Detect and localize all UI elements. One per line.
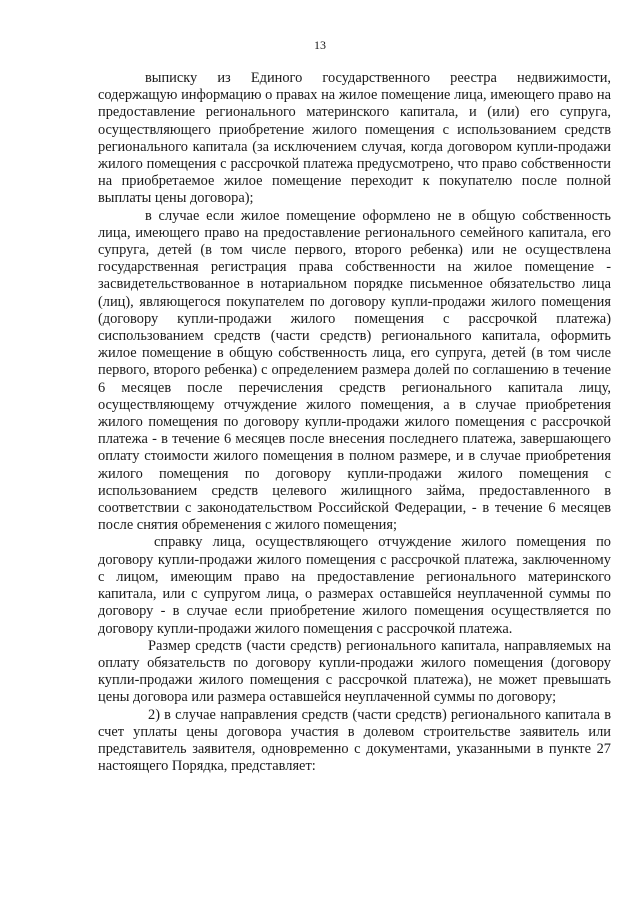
paragraph-capital-amount-limit: Размер средств (части средств) регионального капитала, направляемых на оплату обязательств по договору купли-продажи жилого помещения (договору купли-продажи жилого помещения с рассрочкой платежа), не может превышать цены договора или размера оставшейся неуплаченной суммы по договору;: [98, 637, 611, 706]
document-body: [98, 70, 611, 775]
paragraph-seller-certificate: справку лица, осуществляющего отчуждение жилого помещения по договору купли-продажи жилого помещения с рассрочкой платежа, заключенному с лицом, имеющим право на предоставление регионального материнского капитала, или с супругом лица, о размерах оставшейся неуплаченной суммы по договору - в случае если приобретение жилого помещения осуществляется по договору купли-продажи жилого помещения с рассрочкой платежа.: [98, 534, 611, 637]
paragraph-ownership-obligation: в случае если жилое помещение оформлено не в общую собственность лица, имеющего право на предоставление регионального семейного капитала, его супруга, детей (в том числе первого, второго ребенка) или не осуществлена государственная регистрация права собственности на жилое помещение - засвидетельствованное в нотариальном порядке письменное обязательство лица (лиц), являющегося покупателем по договору купли-продажи жилого помещения (договору купли-продажи жилого помещения с рассрочкой платежа) сиспользованием средств (части средств) регионального капитала, оформить жилое помещение в общую собственность лица, его супруга, детей (в том числе первого, второго ребенка) с определением размера долей по соглашению в течение 6 месяцев после перечисления средств регионального капитала лицу, осуществляющему отчуждение жилого помещения, а в случае приобретения жилого помещения по договору купли-продажи жилого помещения с рассрочкой платежа - в течение 6 месяцев после внесения последнего платежа, завершающего оплату стоимости жилого помещения в полном размере, и в случае приобретения жилого помещения по договору купли-продажи жилого помещения с использованием средств целевого жилищного займа, предоставленного в соответствии с законодательством Российской Федерации, - в течение 6 месяцев после снятия обременения с жилого помещения;: [98, 207, 611, 534]
page-number: 13: [314, 38, 326, 52]
paragraph-shared-construction: 2) в случае направления средств (части средств) регионального капитала в счет уплаты цены договора участия в долевом строительстве заявитель или представитель заявителя, одновременно с документами, указанными в пункте 27 настоящего Порядка, представляет:: [98, 706, 611, 775]
paragraph-extract-registry: выписку из Единого государственного реестра недвижимости, содержащую информацию о правах на жилое помещение лица, имеющего право на предоставление регионального материнского капитала, и (или) его супруга, осуществляющего приобретение жилого помещения с использованием средств регионального капитала (за исключением случая, когда договором купли-продажи жилого помещения с рассрочкой платежа предусмотрено, что право собственности на приобретаемое жилое помещение переходит к покупателю после полной выплаты цены договора);: [98, 70, 611, 207]
